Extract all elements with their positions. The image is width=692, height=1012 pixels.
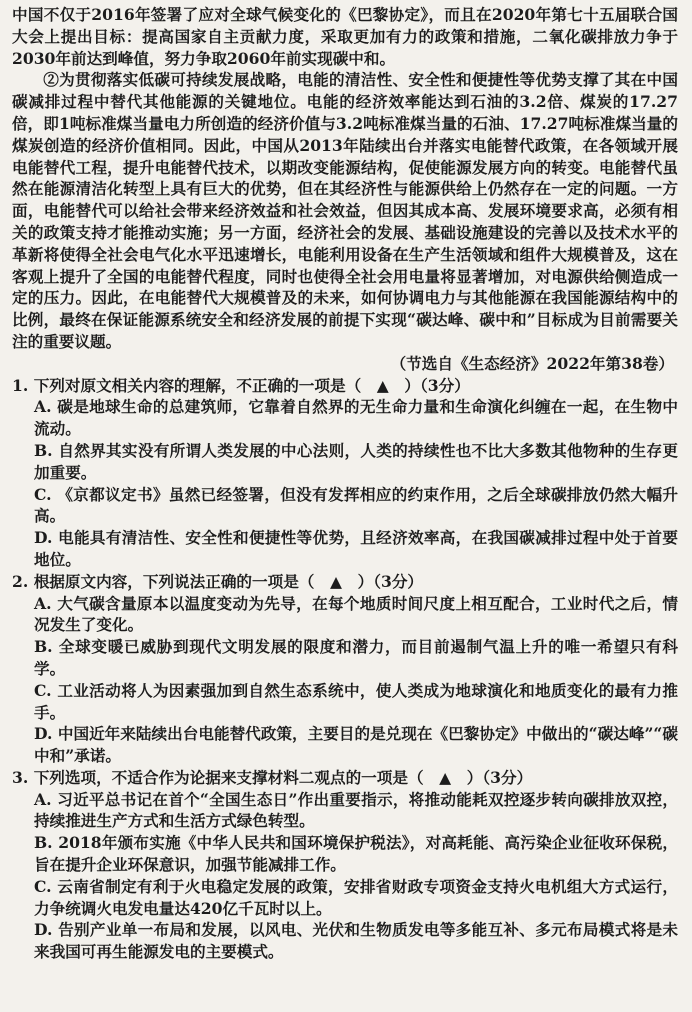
option-c[interactable]: C. 云南省制定有利于火电稳定发展的政策，安排省财政专项资金支持火电机组大方式运行，力争统调火电发电量达420亿千瓦时以上。: [34, 876, 678, 918]
question-3: [12, 767, 678, 963]
question-1: [12, 375, 678, 571]
option-a[interactable]: A. 大气碳含量原本以温度变动为先导，在每个地质时间尺度上相互配合，工业时代之后，情况发生了变化。: [34, 593, 678, 635]
option-a[interactable]: A. 习近平总书记在首个“全国生态日”作出重要指示，将推动能耗双控逐步转向碳排放双控，持续推进生产方式和生活方式绿色转型。: [34, 789, 678, 831]
option-d[interactable]: D. 中国近年来陆续出台电能替代政策，主要目的是兑现在《巴黎协定》中做出的“碳达峰”“碳中和”承诺。: [34, 724, 678, 766]
question-stem: 2. 根据原文内容，下列说法正确的一项是（ ▲ ）（3分）: [12, 571, 424, 591]
option-b[interactable]: B. 自然界其实没有所谓人类发展的中心法则，人类的持续性也不比大多数其他物种的生存更加重要。: [34, 440, 678, 482]
question-stem: 1. 下列对原文相关内容的理解，不正确的一项是（ ▲ ）（3分）: [12, 375, 470, 395]
passage-source: （节选自《生态经济》2022年第38卷）: [390, 353, 674, 373]
option-b[interactable]: B. 2018年颁布实施《中华人民共和国环境保护税法》，对高耗能、高污染企业征收环保税，旨在提升企业环保意识，加强节能减排工作。: [34, 833, 678, 875]
option-c[interactable]: C. 《京都议定书》虽然已经签署，但没有发挥相应的约束作用，之后全球碳排放仍然大幅升高。: [34, 484, 678, 526]
passage-paragraph-2: ②为贯彻落实低碳可持续发展战略，电能的清洁性、安全性和便捷性等优势支撑了其在中国碳减排过程中替代其他能源的关键地位。电能的经济效率能达到石油的3.2倍、煤炭的17.27倍，即1吨标准煤当量电力所创造的经济价值与3.2吨标准煤当量的石油、17.27吨标准煤当量的煤炭创造的经济价值相同。因此，中国从2013年陆续出台并落实电能替代政策，在各领域开展电能替代工程，提升电能替代技术，以期改变能源结构，促使能源发展方向的转变。电能替代虽然在能源清洁化转型上具有巨大的优势，但在其经济性与能源供给上仍然存在一定的问题。一方面，电能替代可以给社会带来经济效益和社会效益，但因其成本高、发展环境要求高，必须有相关的政策支持才能推动实施；另一方面，经济社会的发展、基础设施建设的完善以及技术水平的革新将使得全社会电气化水平迅速增长，电能利用设备在生产生活领域和组件大规模普及，这在客观上提升了全国的电能替代程度，同时也使得全社会用电量将显著增加，对电源供给侧造成一定的压力。因此，在电能替代大规模普及的未来，如何协调电力与其他能源在我国能源结构中的比例，最终在保证能源系统安全和经济发展的前提下实现“碳达峰、碳中和”目标成为目前需要关注的重要议题。: [12, 70, 678, 351]
option-d[interactable]: D. 告别产业单一布局和发展，以风电、光伏和生物质发电等多能互补、多元布局模式将是未来我国可再生能源发电的主要模式。: [34, 920, 678, 962]
passage-paragraph-1: 中国不仅于2016年签署了应对全球气候变化的《巴黎协定》，而且在2020年第七十五届联合国大会上提出目标：提高国家自主贡献力度，采取更加有力的政策和措施，二氧化碳排放力争于2030年前达到峰值，努力争取2060年前实现碳中和。: [12, 5, 678, 68]
option-b[interactable]: B. 全球变暖已威胁到现代文明发展的限度和潜力，而目前遏制气温上升的唯一希望只有科学。: [34, 637, 678, 678]
option-c[interactable]: C. 工业活动将人为因素强加到自然生态系统中，使人类成为地球演化和地质变化的最有力推手。: [34, 680, 678, 722]
option-a[interactable]: A. 碳是地球生命的总建筑师，它靠着自然界的无生命力量和生命演化纠缠在一起，在生物中流动。: [34, 397, 678, 439]
question-stem: 3. 下列选项，不适合作为论据来支撑材料二观点的一项是（ ▲ ）（3分）: [12, 767, 533, 787]
option-d[interactable]: D. 电能具有清洁性、安全性和便捷性等优势，且经济效率高，在我国碳减排过程中处于首要地位。: [34, 528, 678, 569]
question-2: [12, 571, 678, 767]
